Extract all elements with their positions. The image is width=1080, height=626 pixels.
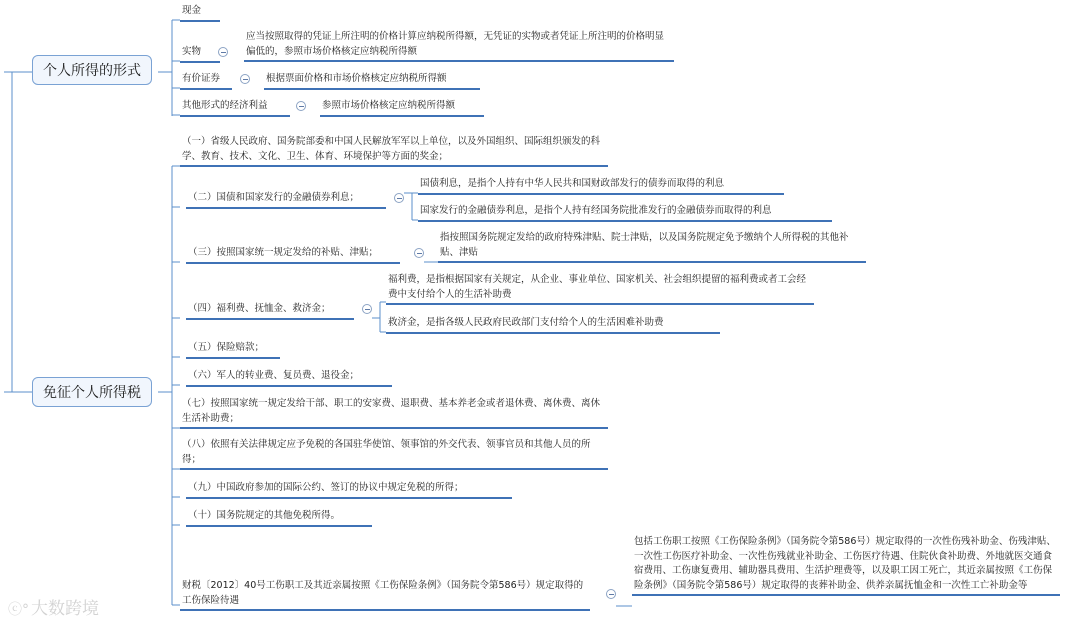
- exempt-item-8[interactable]: （八）依照有关法律规定应予免税的各国驻华使馆、领事馆的外交代表、领事官员和其他人员的所得；: [180, 438, 608, 470]
- income-form-other-detail: 参照市场价格核定应纳税所得额: [320, 99, 484, 117]
- income-form-securities-detail: 根据票面价格和市场价格核定应纳税所得额: [264, 72, 480, 90]
- exempt-item-3-detail: 指按照国务院规定发给的政府特殊津贴、院士津贴，以及国务院规定免予缴纳个人所得税的其他补贴、津贴: [438, 231, 866, 263]
- collapse-toggle-icon[interactable]: [362, 304, 372, 314]
- exempt-item-2-detail-2: 国家发行的金融债券利息，是指个人持有经国务院批准发行的金融债券而取得的利息: [418, 204, 832, 222]
- watermark-logo: [8, 594, 99, 619]
- exempt-item-11[interactable]: 财税〔2012〕40号工伤职工及其近亲属按照《工伤保险条例》（国务院令第586号）规定取得的工伤保险待遇: [180, 579, 590, 611]
- exempt-item-4[interactable]: （四）福利费、抚恤金、救济金；: [186, 302, 354, 320]
- exempt-item-7[interactable]: （七）按照国家统一规定发给干部、职工的安家费、退职费、基本养老金或者退休费、离休费、离休生活补助费；: [180, 397, 608, 429]
- collapse-toggle-icon[interactable]: [240, 74, 250, 84]
- collapse-toggle-icon[interactable]: [296, 101, 306, 111]
- tax-exempt-topic[interactable]: 免征个人所得税: [32, 377, 152, 407]
- income-form-securities[interactable]: 有价证券: [180, 72, 232, 90]
- income-form-goods[interactable]: 实物: [180, 45, 220, 63]
- exempt-item-2-detail-1: 国债利息，是指个人持有中华人民共和国财政部发行的债券而取得的利息: [418, 177, 784, 195]
- exempt-item-4-detail-2: 救济金，是指各级人民政府民政部门支付给个人的生活困难补助费: [386, 316, 720, 334]
- watermark-text: 大数跨境: [31, 599, 99, 619]
- exempt-item-10[interactable]: （十）国务院规定的其他免税所得。: [186, 509, 372, 527]
- watermark-icon: ⓒ°: [8, 602, 29, 618]
- exempt-item-1[interactable]: （一）省级人民政府、国务院部委和中国人民解放军军以上单位，以及外国组织、国际组织颁发的科学、教育、技术、文化、卫生、体育、环境保护等方面的奖金；: [180, 135, 608, 167]
- collapse-toggle-icon[interactable]: [606, 589, 616, 599]
- exempt-item-6[interactable]: （六）军人的转业费、复员费、退役金；: [186, 369, 392, 387]
- collapse-toggle-icon[interactable]: [394, 193, 404, 203]
- income-forms-topic[interactable]: 个人所得的形式: [32, 55, 152, 85]
- exempt-item-5[interactable]: （五）保险赔款；: [186, 341, 280, 359]
- exempt-item-2[interactable]: （二）国债和国家发行的金融债券利息；: [186, 191, 386, 209]
- income-form-goods-detail: 应当按照取得的凭证上所注明的价格计算应纳税所得额，无凭证的实物或者凭证上所注明的价格明显偏低的，参照市场价格核定应纳税所得额: [244, 30, 674, 62]
- exempt-item-9[interactable]: （九）中国政府参加的国际公约、签订的协议中规定免税的所得；: [186, 481, 512, 499]
- collapse-toggle-icon[interactable]: [414, 248, 424, 258]
- exempt-item-11-detail: 包括工伤职工按照《工伤保险条例》（国务院令第586号）规定取得的一次性伤残补助金、伤残津贴、一次性工伤医疗补助金、一次性伤残就业补助金、工伤医疗待遇、住院伙食补助费、外地就医交通食宿费用、工伤康复费用、辅助器具费用、生活护理费等，以及职工因工死亡，其近亲属按照《工伤保险条例》（国务院令第586号）规定取得的丧葬补助金、供养亲属抚恤金和一次性工亡补助金等: [632, 535, 1060, 596]
- income-form-cash[interactable]: 现金: [180, 4, 220, 22]
- exempt-item-3[interactable]: （三）按照国家统一规定发给的补贴、津贴；: [186, 246, 400, 264]
- exempt-item-4-detail-1: 福利费，是指根据国家有关规定，从企业、事业单位、国家机关、社会组织提留的福利费或者工会经费中支付给个人的生活补助费: [386, 273, 814, 305]
- income-form-other[interactable]: 其他形式的经济利益: [180, 99, 290, 117]
- collapse-toggle-icon[interactable]: [218, 47, 228, 57]
